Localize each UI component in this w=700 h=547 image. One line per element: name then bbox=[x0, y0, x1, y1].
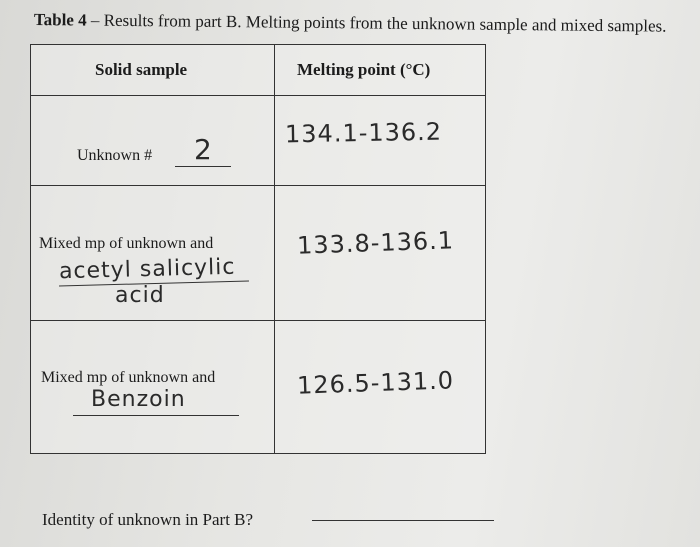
caption-text: – Results from part B. Melting points from the unknown sample and mixed samples. bbox=[86, 10, 667, 36]
row-mixed-label-2: Mixed mp of unknown and bbox=[41, 369, 216, 386]
unknown-number-line bbox=[175, 166, 231, 167]
header-divider bbox=[31, 95, 485, 96]
mixed-sample-1-handwritten-2: acid bbox=[115, 283, 165, 308]
row-unknown-label: Unknown # bbox=[77, 147, 153, 164]
answer-line bbox=[312, 520, 494, 521]
mixed-sample-2-melting-point: 126.5-131.0 bbox=[296, 366, 455, 400]
caption-label: Table 4 bbox=[33, 10, 87, 30]
row-divider-2 bbox=[31, 320, 485, 321]
question-label: Identity of unknown in Part B? bbox=[42, 510, 254, 529]
row-divider-1 bbox=[31, 185, 485, 186]
column-divider bbox=[274, 45, 275, 453]
table-caption bbox=[34, 10, 694, 37]
header-solid-sample: Solid sample bbox=[95, 60, 188, 79]
unknown-number-handwritten: 2 bbox=[194, 133, 213, 166]
header-melting-point: Melting point (°C) bbox=[297, 60, 431, 79]
mixed-sample-1-melting-point: 133.8-136.1 bbox=[296, 226, 455, 260]
unknown-melting-point: 134.1-136.2 bbox=[284, 117, 443, 149]
row-mixed-label-1: Mixed mp of unknown and bbox=[39, 235, 214, 252]
mixed-sample-2-handwritten: Benzoin bbox=[91, 387, 186, 412]
mixed-sample-2-line bbox=[73, 415, 239, 416]
mixed-sample-1-handwritten: acetyl salicylic bbox=[58, 254, 236, 285]
results-table bbox=[30, 44, 486, 454]
